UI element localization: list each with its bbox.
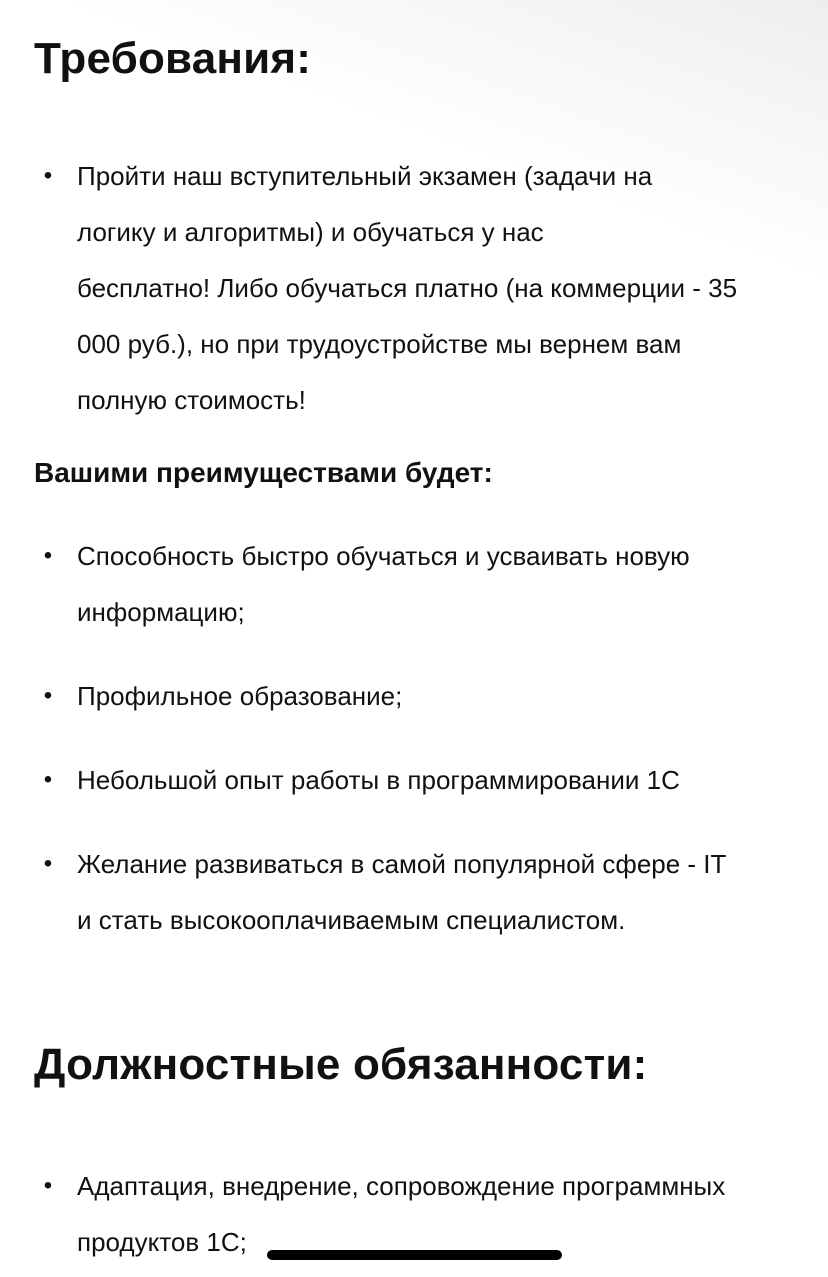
bullet-icon: • (43, 850, 53, 877)
list-item-line: информацию; (77, 597, 245, 627)
advantages-list (0, 528, 799, 948)
list-item-line: Небольшой опыт работы в программировании 1С (77, 765, 680, 795)
list-item-line: Способность быстро обучаться и усваивать новую (77, 541, 690, 571)
list-item-line: продуктов 1С; (77, 1227, 247, 1257)
list-item (0, 148, 799, 428)
list-item-line: Желание развиваться в самой популярной сфере - IT (77, 849, 727, 879)
duties-heading: Должностные обязанности: (34, 1040, 648, 1089)
bullet-icon: • (43, 542, 53, 569)
bullet-icon: • (43, 682, 53, 709)
bullet-icon: • (43, 766, 53, 793)
list-item-line: и стать высокооплачиваемым специалистом. (77, 905, 626, 935)
bullet-icon: • (43, 1172, 53, 1199)
home-indicator[interactable] (267, 1250, 562, 1260)
list-item-line: Профильное образование; (77, 681, 403, 711)
requirements-heading: Требования: (34, 34, 312, 83)
list-item-line: бесплатно! Либо обучаться платно (на коммерции - 35 (77, 273, 738, 303)
list-item-line: 000 руб.), но при трудоустройстве мы вернем вам (77, 329, 682, 359)
bullet-icon: • (43, 162, 53, 189)
list-item (0, 836, 799, 948)
list-item-line: Пройти наш вступительный экзамен (задачи на (77, 161, 653, 191)
list-item-line: Адаптация, внедрение, сопровождение программных (77, 1171, 726, 1201)
list-item (0, 528, 799, 640)
list-item (0, 668, 799, 724)
advantages-heading: Вашими преимуществами будет: (34, 457, 493, 488)
list-item-line: логику и алгоритмы) и обучаться у нас (77, 217, 544, 247)
requirements-list (0, 148, 799, 428)
list-item-line: полную стоимость! (77, 385, 306, 415)
list-item (0, 752, 799, 808)
